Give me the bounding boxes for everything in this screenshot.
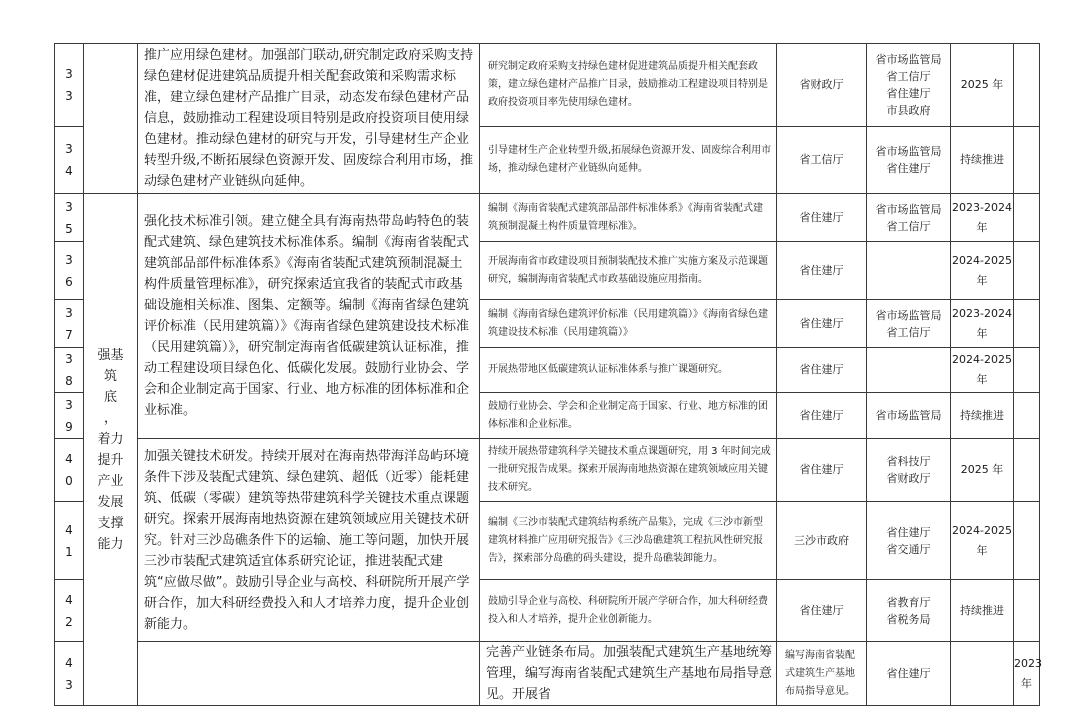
task-text: 编写海南省装配式建筑生产基地布局指导意见。 (777, 642, 867, 706)
task-text: 引导建材生产企业转型升级,拓展绿色资源开发、固废综合利用市场，推动绿色建材产业链纵向延伸。 (480, 127, 777, 194)
row-number: 4 2 (55, 580, 84, 642)
time-limit: 2024-2025 年 (951, 242, 1014, 300)
cooperating-depts: 省市场监管局 省住建厅 (867, 127, 951, 194)
remarks-cell (1014, 127, 1040, 194)
task-text: 鼓励引导企业与高校、科研院所开展产学研合作，加大科研经费投入和人才培养，提升企业创新能力。 (480, 580, 777, 642)
lead-dept: 省住建厅 (777, 348, 867, 393)
table-row (55, 44, 1040, 127)
time-limit: 2024-2025 年 (951, 502, 1014, 580)
row-number: 4 3 (55, 642, 84, 706)
row-number: 4 0 (55, 439, 84, 502)
cooperating-depts: 省市场监管局 省工信厅 省住建厅 市县政府 (867, 44, 951, 127)
time-limit: 持续推进 (951, 580, 1014, 642)
remarks-cell (1014, 439, 1040, 502)
category-cell-empty (84, 44, 138, 194)
lead-dept: 三沙市政府 (777, 502, 867, 580)
table-row (55, 439, 1040, 502)
row-number: 3 3 (55, 44, 84, 127)
remarks-cell (1014, 300, 1040, 348)
row-number: 3 6 (55, 242, 84, 300)
row-number: 3 9 (55, 393, 84, 439)
category-label: 强基 筑 底 ， 着力 提升 产业 发展 支撑 能力 (84, 194, 138, 706)
row-number: 3 4 (55, 127, 84, 194)
task-text: 鼓励行业协会、学会和企业制定高于国家、行业、地方标准的团体标准和企业标准。 (480, 393, 777, 439)
cooperating-depts (867, 242, 951, 300)
remarks-cell (1014, 242, 1040, 300)
cooperating-depts: 省市场监管局 省工信厅 (867, 194, 951, 242)
measure-text: 完善产业链条布局。加强装配式建筑生产基地统筹管理，编写海南省装配式建筑生产基地布局指导意见。开展省 (480, 642, 777, 706)
row-number: 3 5 (55, 194, 84, 242)
time-limit: 持续推进 (951, 393, 1014, 439)
task-text: 研究制定政府采购支持绿色建材促进建筑品质提升相关配套政策，建立绿色建材产品推广目录，鼓励推动工程建设项目特别是政府投资项目率先使用绿色建材。 (480, 44, 777, 127)
cooperating-depts: 省市场监管局 省工信厅 (867, 300, 951, 348)
task-text: 编制《海南省装配式建筑部品部件标准体系》《海南省装配式建筑预制混凝土构件质量管理标准》。 (480, 194, 777, 242)
lead-dept: 省住建厅 (777, 242, 867, 300)
lead-dept: 省工信厅 (777, 127, 867, 194)
remarks-cell (1014, 44, 1040, 127)
remarks-cell (1014, 194, 1040, 242)
measure-text: 推广应用绿色建材。加强部门联动,研究制定政府采购支持绿色建材促进建筑品质提升相关配套政策和采购需求标准，建立绿色建材产品推广目录，动态发布绿色建材产品信息，鼓励推动工程建设项目特别是政府投资项目使用绿色建材。推动绿色建材的研究与开发，引导建材生产企业转型升级,不断拓展绿色资源开发、固废综合利用市场，推动绿色建材产业链纵向延伸。 (138, 44, 480, 194)
row-number: 3 7 (55, 300, 84, 348)
measure-text: 加强关键技术研发。持续开展对在海南热带海洋岛屿环境条件下涉及装配式建筑、绿色建筑、超低（近零）能耗建筑、低碳（零碳）建筑等热带建筑科学关键技术重点课题研究。探索开展海南地热资源在建筑领域应用关键技术研究。针对三沙岛礁条件下的运输、施工等问题，加快开展三沙市装配式建筑适宜体系研究论证，推进装配式建筑“应做尽做”。鼓励引导企业与高校、科研院所开展产学研合作，加大科研经费投入和人才培养力度，提升企业创新能力。 (138, 439, 480, 642)
policy-task-table (54, 43, 1040, 706)
remarks-cell (1014, 580, 1040, 642)
table-row (55, 642, 1040, 706)
lead-dept: 省住建厅 (777, 439, 867, 502)
remarks-cell (1014, 502, 1040, 580)
time-limit: 2023-2024 年 (951, 194, 1014, 242)
cooperating-depts (867, 348, 951, 393)
time-limit: 2023 年 (1014, 642, 1040, 706)
lead-dept: 省住建厅 (777, 194, 867, 242)
table-row (55, 194, 1040, 242)
time-limit: 2025 年 (951, 439, 1014, 502)
time-limit: 2024-2025 年 (951, 348, 1014, 393)
task-text: 持续开展热带建筑科学关键技术重点课题研究，用 3 年时间完成一批研究报告成果。探索开展海南地热资源在建筑领域应用关键技术研究。 (480, 439, 777, 502)
task-text: 编制《海南省绿色建筑评价标准（民用建筑篇）》《海南省绿色建筑建设技术标准（民用建筑篇）》 (480, 300, 777, 348)
task-text: 开展海南省市政建设项目预制装配技术推广实施方案及示范课题研究，编制海南省装配式市政基础设施应用指南。 (480, 242, 777, 300)
task-text: 开展热带地区低碳建筑认证标准体系与推广课题研究。 (480, 348, 777, 393)
task-text: 编制《三沙市装配式建筑结构系统产品集》，完成《三沙市新型建筑材料推广应用研究报告》《三沙岛礁建筑工程抗风性研究报告》，探索部分岛礁的码头建设，提升岛礁装卸能力。 (480, 502, 777, 580)
cooperating-depts (951, 642, 1014, 706)
time-limit: 2023-2024 年 (951, 300, 1014, 348)
lead-dept: 省住建厅 (777, 393, 867, 439)
lead-dept: 省住建厅 (777, 580, 867, 642)
lead-dept: 省住建厅 (777, 300, 867, 348)
lead-dept: 省住建厅 (867, 642, 951, 706)
cooperating-depts: 省住建厅 省交通厅 (867, 502, 951, 580)
time-limit: 持续推进 (951, 127, 1014, 194)
lead-dept: 省财政厅 (777, 44, 867, 127)
row-number: 4 1 (55, 502, 84, 580)
cooperating-depts: 省教育厅 省税务局 (867, 580, 951, 642)
measure-text: 强化技术标准引领。建立健全具有海南热带岛屿特色的装配式建筑、绿色建筑技术标准体系。编制《海南省装配式建筑部品部件标准体系》《海南省装配式建筑预制混凝土构件质量管理标准》，研究探索适宜我省的装配式市政基础设施相关标准、图集、定额等。编制《海南省绿色建筑评价标准（民用建筑篇）》《海南省绿色建筑建设技术标准（民用建筑篇）》，研究制定海南省低碳建筑认证标准，推动工程建设项目绿色化、低碳化发展。鼓励行业协会、学会和企业制定高于国家、行业、地方标准的团体标准和企业标准。 (138, 194, 480, 439)
time-limit: 2025 年 (951, 44, 1014, 127)
cooperating-depts: 省科技厅 省财政厅 (867, 439, 951, 502)
category-cell-empty (138, 642, 480, 706)
remarks-cell (1014, 348, 1040, 393)
remarks-cell (1014, 393, 1040, 439)
cooperating-depts: 省市场监管局 (867, 393, 951, 439)
row-number: 3 8 (55, 348, 84, 393)
